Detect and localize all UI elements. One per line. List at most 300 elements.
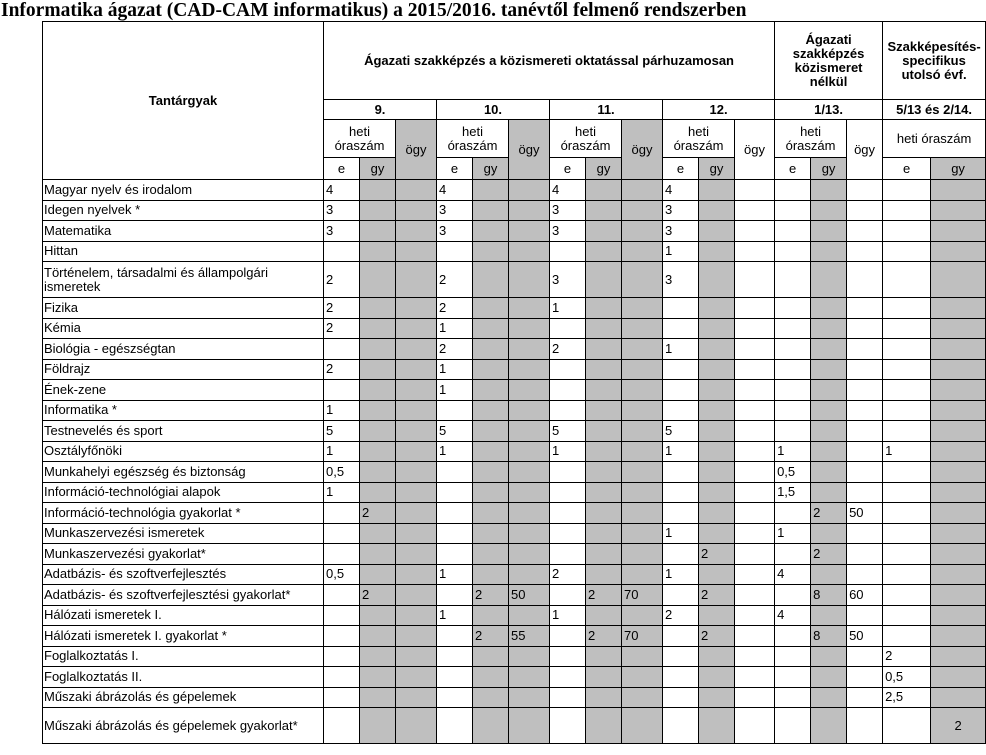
- value-cell: [473, 462, 509, 483]
- value-cell: [735, 200, 775, 221]
- value-cell: [931, 241, 986, 262]
- value-cell: 1,5: [775, 482, 811, 503]
- value-cell: 70: [622, 585, 663, 606]
- value-cell: 2: [324, 318, 360, 339]
- gy-header: gy: [360, 158, 396, 180]
- value-cell: 1: [550, 605, 586, 626]
- value-cell: [931, 564, 986, 585]
- value-cell: [473, 482, 509, 503]
- value-cell: 2: [473, 585, 509, 606]
- subject-cell: Informatika *: [43, 400, 324, 421]
- value-cell: [509, 646, 550, 667]
- value-cell: [699, 462, 735, 483]
- value-cell: [735, 667, 775, 688]
- value-cell: [586, 339, 622, 360]
- table-row: [43, 400, 986, 421]
- table-row: [43, 262, 986, 298]
- oraszam-line: óraszám: [560, 137, 611, 153]
- value-cell: [622, 687, 663, 708]
- value-cell: [360, 482, 396, 503]
- value-cell: 2: [811, 503, 847, 524]
- value-cell: 2: [931, 708, 986, 744]
- value-cell: [847, 221, 883, 242]
- value-cell: [663, 646, 699, 667]
- value-cell: [586, 441, 622, 462]
- value-cell: [396, 241, 437, 262]
- value-cell: [550, 503, 586, 524]
- value-cell: [586, 503, 622, 524]
- value-cell: [437, 544, 473, 565]
- value-cell: 2: [473, 626, 509, 647]
- subject-cell: Műszaki ábrázolás és gépelemek gyakorlat*: [43, 708, 324, 744]
- value-cell: [473, 221, 509, 242]
- value-cell: [847, 200, 883, 221]
- value-cell: [699, 221, 735, 242]
- value-cell: [735, 708, 775, 744]
- table-row: [43, 482, 986, 503]
- value-cell: [775, 646, 811, 667]
- table-row: [43, 221, 986, 242]
- grade-header: 5/13 és 2/14.: [883, 100, 986, 120]
- heti-line: heti: [462, 123, 483, 139]
- value-cell: 1: [775, 523, 811, 544]
- value-cell: [931, 400, 986, 421]
- value-cell: [586, 646, 622, 667]
- value-cell: [847, 687, 883, 708]
- value-cell: 2: [550, 339, 586, 360]
- value-cell: [847, 400, 883, 421]
- value-cell: [775, 585, 811, 606]
- value-cell: [847, 605, 883, 626]
- value-cell: [883, 421, 931, 442]
- value-cell: [811, 380, 847, 401]
- value-cell: 1: [437, 359, 473, 380]
- grade-header: 11.: [550, 100, 663, 120]
- value-cell: [699, 441, 735, 462]
- oraszam-line: óraszám: [334, 137, 385, 153]
- value-cell: [931, 221, 986, 242]
- value-cell: [811, 221, 847, 242]
- value-cell: [663, 318, 699, 339]
- value-cell: [735, 626, 775, 647]
- e-header: e: [663, 158, 699, 180]
- value-cell: [735, 221, 775, 242]
- value-cell: [396, 298, 437, 319]
- value-cell: [437, 523, 473, 544]
- value-cell: [396, 667, 437, 688]
- value-cell: 0,5: [324, 564, 360, 585]
- value-cell: [360, 523, 396, 544]
- value-cell: [437, 667, 473, 688]
- value-cell: [473, 400, 509, 421]
- value-cell: [396, 180, 437, 201]
- value-cell: [883, 585, 931, 606]
- value-cell: [931, 544, 986, 565]
- value-cell: [509, 421, 550, 442]
- value-cell: [931, 421, 986, 442]
- value-cell: [622, 708, 663, 744]
- value-cell: [847, 180, 883, 201]
- value-cell: 2: [324, 359, 360, 380]
- value-cell: [396, 262, 437, 298]
- grade-header: 12.: [663, 100, 775, 120]
- value-cell: [847, 482, 883, 503]
- subject-cell: Földrajz: [43, 359, 324, 380]
- table-row: [43, 708, 986, 744]
- value-cell: [473, 708, 509, 744]
- value-cell: [473, 667, 509, 688]
- value-cell: [586, 564, 622, 585]
- value-cell: 3: [663, 262, 699, 298]
- value-cell: [622, 646, 663, 667]
- value-cell: [622, 605, 663, 626]
- value-cell: [473, 241, 509, 262]
- value-cell: 2: [550, 564, 586, 585]
- value-cell: [699, 421, 735, 442]
- value-cell: [396, 462, 437, 483]
- value-cell: [509, 241, 550, 262]
- table-row: [43, 380, 986, 401]
- value-cell: 4: [324, 180, 360, 201]
- value-cell: 1: [550, 441, 586, 462]
- subject-cell: Munkaszervezési ismeretek: [43, 523, 324, 544]
- value-cell: 2: [324, 262, 360, 298]
- subject-cell: Hálózati ismeretek I. gyakorlat *: [43, 626, 324, 647]
- value-cell: [811, 421, 847, 442]
- value-cell: [883, 318, 931, 339]
- value-cell: [811, 400, 847, 421]
- value-cell: [775, 708, 811, 744]
- value-cell: [811, 441, 847, 462]
- value-cell: [735, 400, 775, 421]
- value-cell: [883, 221, 931, 242]
- value-cell: [735, 605, 775, 626]
- value-cell: [360, 318, 396, 339]
- value-cell: [586, 421, 622, 442]
- value-cell: [622, 421, 663, 442]
- value-cell: [883, 241, 931, 262]
- value-cell: [699, 667, 735, 688]
- value-cell: [360, 359, 396, 380]
- value-cell: [622, 544, 663, 565]
- subject-cell: Osztályfőnöki: [43, 441, 324, 462]
- value-cell: [775, 298, 811, 319]
- table-row: [43, 667, 986, 688]
- value-cell: [586, 200, 622, 221]
- value-cell: [360, 262, 396, 298]
- value-cell: [473, 564, 509, 585]
- value-cell: [396, 339, 437, 360]
- value-cell: 2,5: [883, 687, 931, 708]
- heti-oraszam-header: [775, 120, 847, 158]
- value-cell: [663, 667, 699, 688]
- value-cell: [509, 667, 550, 688]
- ogy-header: ögy: [396, 120, 437, 180]
- value-cell: [622, 221, 663, 242]
- value-cell: [473, 605, 509, 626]
- table-row: [43, 359, 986, 380]
- gy-header: gy: [473, 158, 509, 180]
- value-cell: [437, 687, 473, 708]
- subject-cell: Kémia: [43, 318, 324, 339]
- value-cell: 8: [811, 585, 847, 606]
- curriculum-table: [42, 21, 986, 744]
- value-cell: 3: [550, 200, 586, 221]
- value-cell: [775, 180, 811, 201]
- value-cell: [550, 523, 586, 544]
- value-cell: [622, 200, 663, 221]
- value-cell: [735, 380, 775, 401]
- value-cell: [811, 687, 847, 708]
- value-cell: [473, 687, 509, 708]
- value-cell: [586, 318, 622, 339]
- table-row: [43, 564, 986, 585]
- value-cell: [509, 544, 550, 565]
- table-row: [43, 180, 986, 201]
- value-cell: [699, 708, 735, 744]
- subject-cell: Adatbázis- és szoftverfejlesztés: [43, 564, 324, 585]
- value-cell: 2: [811, 544, 847, 565]
- subject-cell: Munkahelyi egészség és biztonság: [43, 462, 324, 483]
- value-cell: 3: [437, 221, 473, 242]
- heti-line: heti: [688, 123, 709, 139]
- value-cell: [437, 462, 473, 483]
- value-cell: [847, 298, 883, 319]
- value-cell: [699, 180, 735, 201]
- group-specific-header: [883, 22, 986, 100]
- subject-cell: Hálózati ismeretek I.: [43, 605, 324, 626]
- grade-header: 10.: [437, 100, 550, 120]
- value-cell: [396, 421, 437, 442]
- value-cell: [622, 462, 663, 483]
- value-cell: [622, 482, 663, 503]
- value-cell: [699, 523, 735, 544]
- value-cell: [360, 708, 396, 744]
- value-cell: [550, 462, 586, 483]
- value-cell: 1: [324, 482, 360, 503]
- value-cell: [360, 221, 396, 242]
- value-cell: [663, 626, 699, 647]
- group-parallel-header: Ágazati szakképzés a közismereti oktatással párhuzamosan: [324, 22, 775, 100]
- heti-line: heti: [800, 123, 822, 139]
- value-cell: 3: [324, 221, 360, 242]
- value-cell: [586, 400, 622, 421]
- value-cell: [699, 564, 735, 585]
- value-cell: [622, 318, 663, 339]
- value-cell: [663, 462, 699, 483]
- oraszam-line: óraszám: [785, 137, 836, 153]
- value-cell: [622, 241, 663, 262]
- table-row: [43, 544, 986, 565]
- value-cell: [735, 421, 775, 442]
- e-header: e: [883, 158, 931, 180]
- value-cell: [473, 523, 509, 544]
- value-cell: [775, 544, 811, 565]
- table-row: [43, 241, 986, 262]
- value-cell: [699, 318, 735, 339]
- table-row: [43, 626, 986, 647]
- ogy-header: ögy: [847, 120, 883, 180]
- value-cell: [811, 262, 847, 298]
- value-cell: [396, 605, 437, 626]
- value-cell: 8: [811, 626, 847, 647]
- value-cell: [550, 667, 586, 688]
- value-cell: [324, 687, 360, 708]
- subject-cell: Munkaszervezési gyakorlat*: [43, 544, 324, 565]
- value-cell: [699, 298, 735, 319]
- value-cell: [324, 544, 360, 565]
- value-cell: [931, 180, 986, 201]
- group-no-general-line-3: közismeret: [794, 59, 863, 75]
- value-cell: [550, 708, 586, 744]
- value-cell: [396, 359, 437, 380]
- value-cell: [396, 221, 437, 242]
- value-cell: [396, 318, 437, 339]
- gy-header: gy: [811, 158, 847, 180]
- table-row: [43, 200, 986, 221]
- grade-header: 9.: [324, 100, 437, 120]
- value-cell: [775, 667, 811, 688]
- heti-oraszam-header: [437, 120, 509, 158]
- value-cell: [931, 298, 986, 319]
- value-cell: [735, 544, 775, 565]
- table-row: [43, 421, 986, 442]
- value-cell: [847, 523, 883, 544]
- value-cell: 0,5: [883, 667, 931, 688]
- value-cell: [586, 482, 622, 503]
- e-header: e: [324, 158, 360, 180]
- value-cell: [663, 585, 699, 606]
- value-cell: [735, 241, 775, 262]
- value-cell: 5: [550, 421, 586, 442]
- value-cell: [699, 482, 735, 503]
- table-row: [43, 318, 986, 339]
- value-cell: [509, 441, 550, 462]
- value-cell: [811, 339, 847, 360]
- value-cell: [396, 585, 437, 606]
- value-cell: [699, 339, 735, 360]
- value-cell: [847, 462, 883, 483]
- value-cell: 2: [699, 585, 735, 606]
- table-row: [43, 441, 986, 462]
- value-cell: [811, 200, 847, 221]
- value-cell: [437, 503, 473, 524]
- value-cell: [883, 523, 931, 544]
- value-cell: [550, 687, 586, 708]
- value-cell: [509, 262, 550, 298]
- value-cell: [622, 262, 663, 298]
- value-cell: [883, 200, 931, 221]
- value-cell: [509, 503, 550, 524]
- table-row: [43, 462, 986, 483]
- value-cell: 0,5: [775, 462, 811, 483]
- value-cell: [931, 441, 986, 462]
- value-cell: [883, 544, 931, 565]
- value-cell: [775, 421, 811, 442]
- value-cell: [847, 318, 883, 339]
- value-cell: [550, 241, 586, 262]
- table-row: [43, 298, 986, 319]
- gy-header: gy: [699, 158, 735, 180]
- value-cell: [473, 421, 509, 442]
- value-cell: [360, 400, 396, 421]
- value-cell: [931, 687, 986, 708]
- value-cell: [699, 687, 735, 708]
- value-cell: [663, 544, 699, 565]
- group-no-general-header: [775, 22, 883, 100]
- gy-header: gy: [586, 158, 622, 180]
- value-cell: [396, 646, 437, 667]
- value-cell: [360, 298, 396, 319]
- ogy-header: ögy: [622, 120, 663, 180]
- value-cell: [811, 523, 847, 544]
- value-cell: [509, 462, 550, 483]
- value-cell: 1: [437, 605, 473, 626]
- value-cell: [811, 605, 847, 626]
- value-cell: [735, 180, 775, 201]
- value-cell: [663, 298, 699, 319]
- value-cell: [473, 200, 509, 221]
- value-cell: [437, 400, 473, 421]
- value-cell: [396, 687, 437, 708]
- subject-cell: Testnevelés és sport: [43, 421, 324, 442]
- value-cell: [586, 298, 622, 319]
- value-cell: [360, 241, 396, 262]
- e-header: e: [437, 158, 473, 180]
- value-cell: [931, 605, 986, 626]
- value-cell: [811, 241, 847, 262]
- value-cell: [586, 544, 622, 565]
- value-cell: [437, 646, 473, 667]
- value-cell: [360, 564, 396, 585]
- value-cell: [360, 441, 396, 462]
- value-cell: [324, 667, 360, 688]
- value-cell: [396, 523, 437, 544]
- subject-cell: Hittan: [43, 241, 324, 262]
- value-cell: [811, 462, 847, 483]
- value-cell: [931, 503, 986, 524]
- page-title: Informatika ágazat (CAD-CAM informatikus) a 2015/2016. tanévtől felmenő rendszerben: [1, 0, 747, 21]
- value-cell: [775, 359, 811, 380]
- value-cell: 2: [699, 626, 735, 647]
- value-cell: [324, 523, 360, 544]
- value-cell: [396, 708, 437, 744]
- value-cell: [931, 462, 986, 483]
- value-cell: [473, 441, 509, 462]
- value-cell: [847, 339, 883, 360]
- value-cell: [473, 298, 509, 319]
- group-no-general-line-1: Ágazati: [805, 31, 852, 47]
- table-row: [43, 687, 986, 708]
- value-cell: [360, 200, 396, 221]
- value-cell: [509, 564, 550, 585]
- value-cell: [622, 441, 663, 462]
- value-cell: [509, 380, 550, 401]
- value-cell: [360, 462, 396, 483]
- value-cell: [509, 339, 550, 360]
- value-cell: [437, 482, 473, 503]
- value-cell: 1: [775, 441, 811, 462]
- value-cell: [509, 482, 550, 503]
- value-cell: [473, 318, 509, 339]
- value-cell: [931, 482, 986, 503]
- value-cell: [811, 708, 847, 744]
- value-cell: [360, 544, 396, 565]
- value-cell: [811, 564, 847, 585]
- value-cell: [396, 380, 437, 401]
- value-cell: [699, 646, 735, 667]
- value-cell: [509, 359, 550, 380]
